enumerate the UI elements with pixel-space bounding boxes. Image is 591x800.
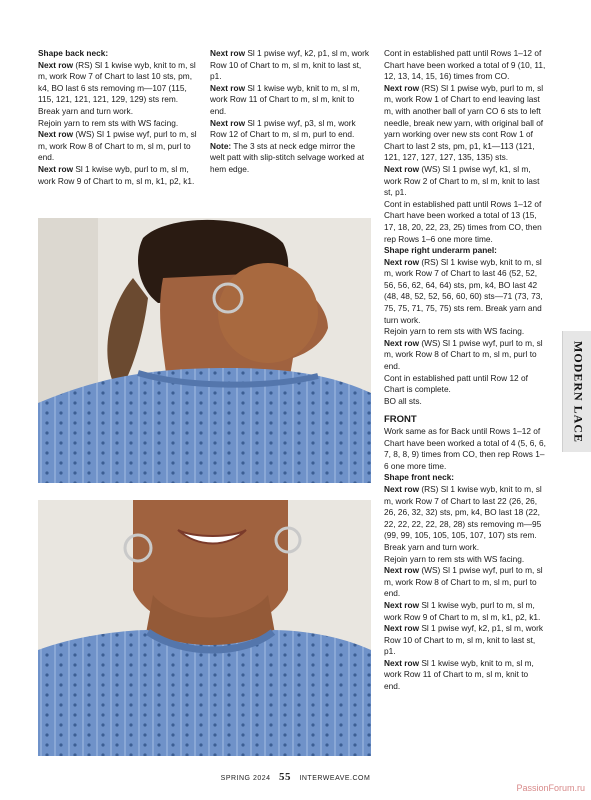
row-label: Next row [210,117,246,128]
row-text: Sl 1 kwise wyb, purl to m, sl m, work Row 9 of Chart to m, sl m, k1, p2, k1. [384,599,541,622]
row-label: Next row [384,256,420,267]
section-heading-underarm: Shape right underarm panel: [384,245,497,256]
row-text: Sl 1 kwise wyb, knit to m, sl m, work Row 11 of Chart to m, sl m, knit to end. [384,657,534,692]
note-text: The 3 sts at neck edge mirror the welt patt with slip-stitch selvage worked at hem edge. [210,140,365,174]
photo-sweater-front-view [38,500,371,756]
row-label: Next row [210,48,246,58]
footer-site: INTERWEAVE.COM [299,775,371,782]
row-label: Next row [210,82,246,93]
photo-front-illustration [38,500,371,756]
row-text: Sl 1 kwise wyb, purl to m, sl m, work Row 9 of Chart to m, sl m, k1, p2, k1. [38,163,195,186]
paragraph: Cont in established patt until Rows 1–12 of Chart have been worked a total of 9 (10, 11, 12, 13, 14, 15, 16) times from CO. [384,48,546,82]
row-text: (WS) Sl 1 pwise wyf, purl to m, sl m, work Row 8 of Chart to m, sl m, purl to end. [384,337,543,372]
row-text: Sl 1 pwise wyf, k2, p1, sl m, work Row 10 of Chart to m, sl m, knit to last st, p1. [210,48,370,82]
photo-sweater-back-view [38,218,371,483]
row-text: (RS) Sl 1 pwise wyb, purl to m, sl m, work Row 1 of Chart to end leaving last m, with another ball of yarn CO 6 sts to left needle, break new yarn, with original ball of yarn working over new sts cont Row 1 of Chart to last 2 sts, pm, p1, k1—113 (121, 121, 127, 127, 127, 135, 135) sts. [384,82,544,163]
row-text: Sl 1 kwise wyb, knit to m, sl m, work Row 11 of Chart to m, sl m, knit to end. [210,82,360,116]
row-label: Next row [384,599,420,610]
footer-season: SPRING 2024 [220,775,271,782]
paragraph: Work same as for Back until Rows 1–12 of Chart have been worked a total of 4 (5, 6, 6, 7, 8, 8, 9) times from CO, then rep Rows 1–6 one more time. [384,426,546,471]
row-label: Next row [384,657,420,668]
side-tab-label: MODERN LACE [571,340,585,443]
row-label: Next row [384,82,420,93]
photo-back-illustration [38,218,371,483]
section-side-tab [562,331,591,452]
row-text: (RS) Sl 1 kwise wyb, knit to m, sl m, work Row 7 of Chart to last 22 (26, 26, 26, 26, 32, 32) sts, pm, k4, BO last 18 (22, 22, 22, 22, 22, 28, 28) sts removing m—95 (99, 99, 105, 105, 105, 107, 107) sts rem. Break yarn and turn work. [384,483,542,552]
row-label: Next row [38,129,74,140]
page-footer [0,771,591,783]
row-label: Next row [384,623,420,634]
paragraph: BO all sts. [384,395,422,406]
row-text: (WS) Sl 1 pwise wyf, purl to m, sl m, work Row 8 of Chart to m, sl m, purl to end. [384,565,543,599]
section-title-front: FRONT [384,414,417,426]
page-number: 55 [278,771,291,783]
row-text: (WS) Sl 1 pwise wyf, purl to m, sl m, work Row 8 of Chart to m, sl m, purl to end. [38,129,197,163]
row-label: Next row [384,163,420,174]
row-text: (RS) Sl 1 kwise wyb, knit to m, sl m, work Row 7 of Chart to last 10 sts, pm, k4, BO last 6 sts removing m—107 (115, 115, 121, 121, 121, 129, 129) sts rem. Break yarn and turn work. [38,59,196,116]
row-text: (RS) Sl 1 kwise wyb, knit to m, sl m, work Row 7 of Chart to last 46 (52, 52, 56, 56, 62, 64, 64) sts, pm, k4, BO last 42 (48, 48, 52, 52, 56, 60, 60) sts—71 (73, 73, 75, 75, 71, 75, 75) sts rem. Break yarn and turn work. [384,256,543,325]
row-label: Next row [384,337,420,348]
row-label: Next row [38,163,74,174]
paragraph: Cont in established patt until Rows 1–12 of Chart have been worked a total of 13 (15, 17, 18, 20, 22, 23, 25) times from CO, then rep Rows 1–6 one more time. [384,198,542,244]
row-text: Sl 1 pwise wyf, k2, p1, sl m, work Row 10 of Chart to m, sl m, knit to last st, p1. [384,623,544,657]
section-heading-front-neck: Shape front neck: [384,472,455,483]
instructions-column-3 [384,48,546,693]
row-label: Next row [38,59,74,70]
row-text: Sl 1 pwise wyf, p3, sl m, work Row 12 of Chart to m, sl m, purl to end. [210,117,356,140]
paragraph: Rejoin yarn to rem sts with WS facing. [384,326,525,337]
instructions-column-1 [38,48,198,187]
row-label: Next row [384,483,420,494]
paragraph: Cont in established patt until Row 12 of Chart is complete. [384,372,528,395]
watermark-text: PassionForum.ru [516,783,585,793]
note-label: Note: [210,140,232,151]
section-heading-back-neck: Shape back neck: [38,48,109,58]
row-text: (WS) Sl 1 pwise wyf, k1, sl m, work Row 2 of Chart to m, sl m, knit to last st, p1. [384,163,540,198]
paragraph: Rejoin yarn to rem sts with WS facing. [384,553,525,564]
paragraph: Rejoin yarn to rem sts with WS facing. [38,117,179,128]
row-label: Next row [384,565,420,576]
instructions-column-2 [210,48,372,176]
